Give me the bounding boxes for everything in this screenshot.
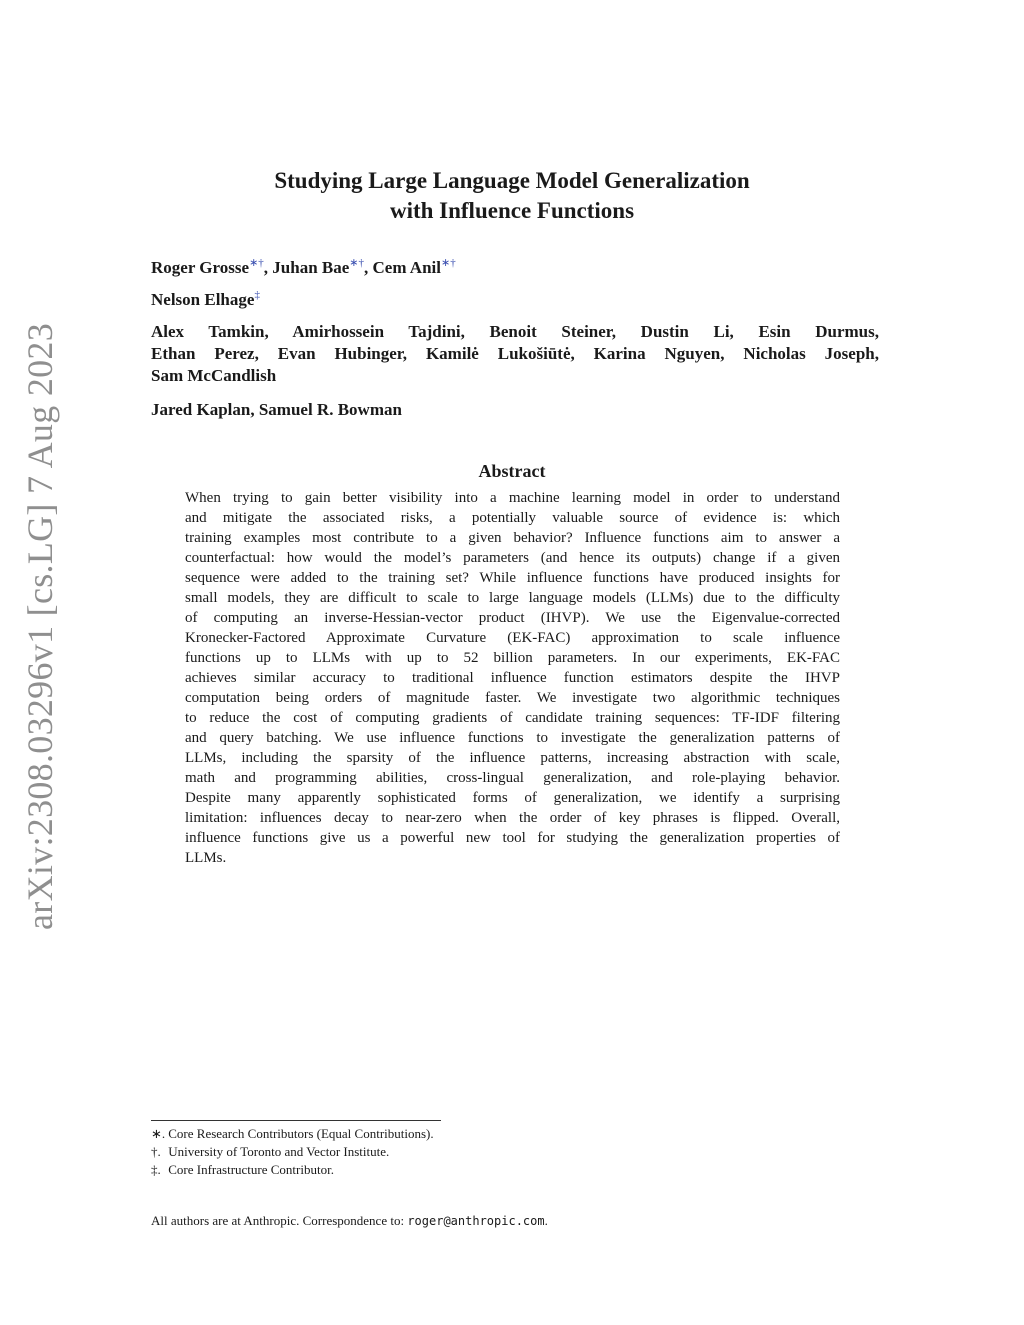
author-name: Juhan Bae (272, 258, 350, 277)
footnote-text: University of Toronto and Vector Institute. (168, 1144, 390, 1159)
abstract-line: LLMs, including the sparsity of the influence patterns, increasing abstraction with scale, (185, 750, 840, 766)
footnote (151, 1125, 751, 1143)
abstract-line: functions up to LLMs with up to 52 billion parameters. In our experiments, EK-FAC (185, 650, 840, 666)
author-line-senior: Jared Kaplan, Samuel R. Bowman (151, 400, 402, 419)
abstract-line: of computing an inverse-Hessian-vector product (IHVP). We use the Eigenvalue-corrected (185, 610, 840, 626)
abstract-line: limitation: influences decay to near-zero when the order of key phrases is flipped. Overall, (185, 810, 840, 826)
footnote-text: Core Infrastructure Contributor. (168, 1162, 334, 1177)
footnote (151, 1161, 751, 1179)
abstract-line: training examples most contribute to a given behavior? Influence functions aim to answer a (185, 530, 840, 546)
footnote-divider (151, 1120, 441, 1121)
author-mark: ∗† (349, 257, 364, 269)
author-name: Nelson Elhage (151, 290, 255, 309)
abstract-line: Kronecker-Factored Approximate Curvature (EK-FAC) approximation to scale influence (185, 630, 840, 646)
footnote-mark: †. (151, 1144, 161, 1159)
abstract-line: LLMs. (185, 850, 227, 866)
title-line: Studying Large Language Model Generalization (274, 168, 750, 193)
abstract-line: achieves similar accuracy to traditional influence function estimators despite the IHVP (185, 670, 840, 686)
author-mark: ∗† (249, 257, 264, 269)
abstract-line: and query batching. We use influence functions to investigate the generalization patterns of (185, 730, 840, 746)
correspondence-suffix: . (544, 1213, 548, 1228)
footnote-mark: ∗. (151, 1126, 166, 1141)
correspondence-note (151, 1212, 548, 1230)
author-line: Alex Tamkin, Amirhossein Tajdini, Benoit Steiner, Dustin Li, Esin Durmus, (151, 322, 879, 341)
abstract-line: small models, they are difficult to scale to large language models (LLMs) due to the difficulty (185, 590, 840, 606)
abstract-line: counterfactual: how would the model’s parameters (and hence its outputs) change if a given (185, 550, 840, 566)
abstract-line: Despite many apparently sophisticated forms of generalization, we identify a surprising (185, 790, 840, 806)
abstract-line: computation being orders of magnitude faster. We investigate two algorithmic techniques (185, 690, 840, 706)
footnotes (151, 1125, 751, 1179)
author-line: Sam McCandlish (151, 366, 277, 385)
abstract-line: and mitigate the associated risks, a potentially valuable source of evidence is: which (185, 510, 840, 526)
abstract-line: influence functions give us a powerful new tool for studying the generalization properties of (185, 830, 840, 846)
correspondence-text: All authors are at Anthropic. Correspondence to: (151, 1213, 408, 1228)
correspondence-email[interactable]: roger@anthropic.com (407, 1214, 545, 1228)
abstract-line: When trying to gain better visibility into a machine learning model in order to understand (185, 490, 840, 506)
paper-title (150, 166, 874, 226)
author-name: Roger Grosse (151, 258, 250, 277)
abstract-heading: Abstract (478, 461, 546, 481)
arxiv-identifier: arXiv:2308.03296v1 [cs.LG] 7 Aug 2023 (20, 322, 60, 930)
author-block-others (151, 321, 879, 387)
footnote-mark: ‡. (151, 1162, 161, 1177)
author-mark: ‡ (254, 289, 260, 301)
abstract-body (185, 488, 840, 868)
footnote (151, 1143, 751, 1161)
abstract-line: to reduce the cost of computing gradients of candidate training sequences: TF-IDF filtering (185, 710, 840, 726)
author-line-core: Roger Grosse∗†, Juhan Bae∗†, Cem Anil∗† (151, 257, 456, 277)
author-line-infra (151, 289, 879, 311)
abstract-line: sequence were added to the training set? While influence functions have produced insights for (185, 570, 840, 586)
author-line: Ethan Perez, Evan Hubinger, Kamilė Lukošiūtė, Karina Nguyen, Nicholas Joseph, (151, 344, 879, 363)
author-mark: ∗† (440, 257, 456, 269)
footnote-text: Core Research Contributors (Equal Contributions). (168, 1126, 434, 1141)
author-name: Cem Anil (372, 258, 441, 277)
title-line: with Influence Functions (389, 198, 635, 223)
abstract-line: math and programming abilities, cross-lingual generalization, and role-playing behavior. (185, 770, 840, 786)
